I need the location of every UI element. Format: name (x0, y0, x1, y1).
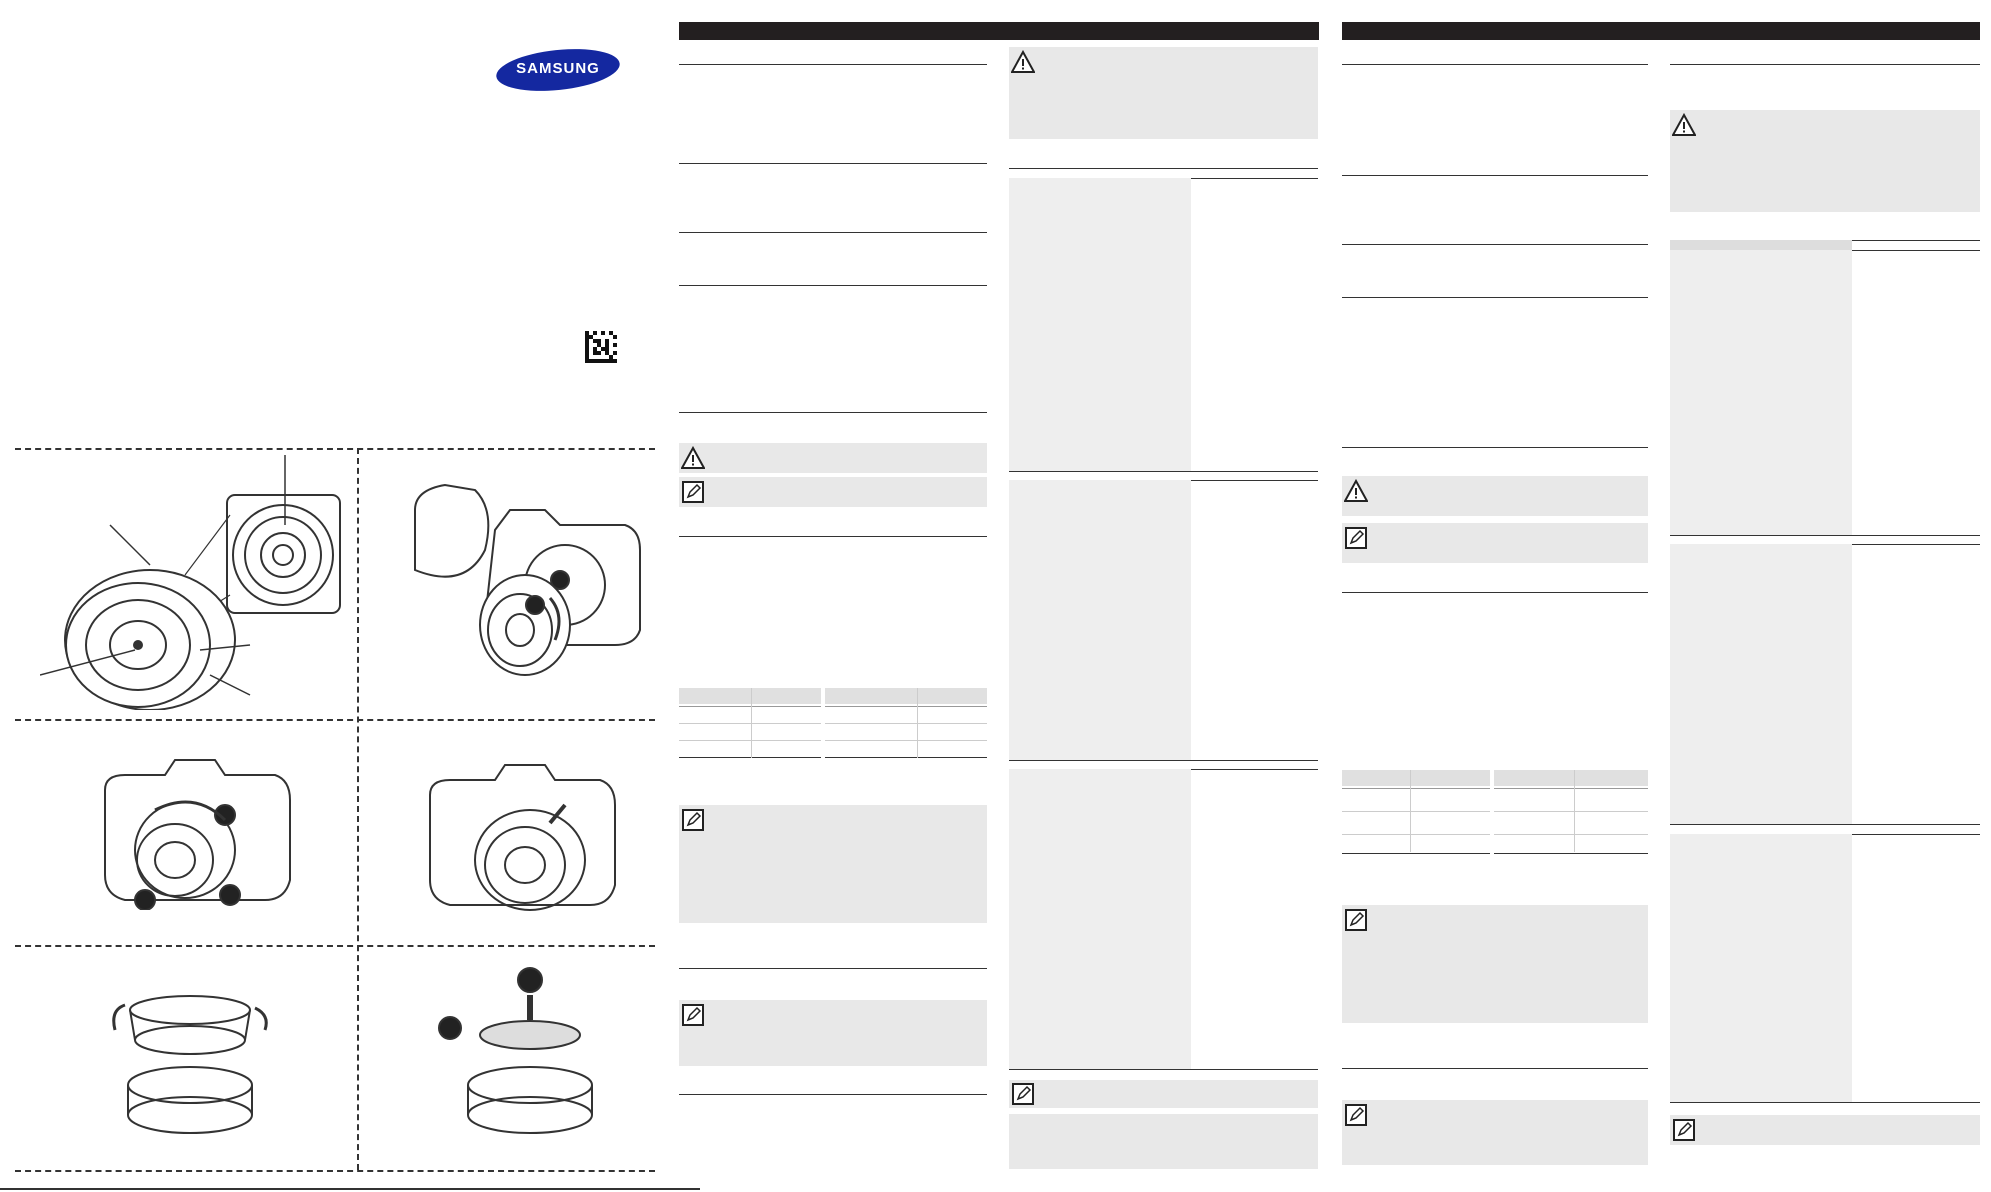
section-header-bar (1342, 22, 1980, 40)
section-rule (1342, 244, 1648, 245)
note-icon (1344, 1103, 1368, 1127)
warning-box (1009, 47, 1318, 139)
note-icon (681, 480, 705, 504)
qr-code-icon (585, 331, 617, 363)
spec-table-right (825, 688, 987, 758)
warning-box (1342, 476, 1648, 516)
section-rule (1342, 447, 1648, 448)
logo-text: SAMSUNG (516, 60, 600, 77)
warning-icon (681, 446, 705, 470)
section-rule (1342, 175, 1648, 176)
spec-table (1009, 168, 1318, 1073)
section-rule (1342, 297, 1648, 298)
attach-lens-figure (385, 480, 650, 690)
note-icon (681, 1003, 705, 1027)
page-bottom-rule (0, 1188, 700, 1190)
section-rule (679, 1094, 987, 1095)
section-rule (679, 412, 987, 413)
mounted-lens-figure (425, 755, 625, 915)
note-icon (681, 808, 705, 832)
lens-hood-figure (105, 990, 275, 1140)
note-box (679, 1000, 987, 1066)
info-box (1009, 1114, 1318, 1169)
section-header-bar (679, 22, 1319, 40)
spec-table-right (1494, 770, 1648, 852)
note-icon (1672, 1118, 1696, 1142)
section-rule (1342, 1068, 1648, 1069)
warning-icon (1672, 113, 1696, 137)
note-box (1342, 523, 1648, 563)
section-rule (1342, 64, 1648, 65)
warning-box (1670, 110, 1980, 212)
lens-cap-figure (435, 965, 610, 1140)
section-rule (679, 163, 987, 164)
note-box (679, 477, 987, 507)
cut-line (15, 945, 655, 947)
warning-icon (1011, 50, 1035, 74)
cut-line (15, 1170, 655, 1172)
section-rule (679, 285, 987, 286)
note-icon (1011, 1082, 1035, 1106)
cut-line (15, 448, 655, 450)
note-icon (1344, 526, 1368, 550)
section-rule (679, 64, 987, 65)
spec-table-left (1342, 770, 1490, 852)
note-box (1342, 905, 1648, 1023)
cut-line (357, 448, 359, 1170)
section-rule (679, 968, 987, 969)
remove-lens-figure (95, 750, 295, 910)
section-rule (679, 232, 987, 233)
section-rule (1342, 592, 1648, 593)
samsung-logo (495, 48, 621, 92)
note-box (1342, 1100, 1648, 1165)
section-rule (1670, 64, 1980, 65)
note-box (1009, 1080, 1318, 1108)
warning-icon (1344, 479, 1368, 503)
note-icon (1344, 908, 1368, 932)
warning-box (679, 443, 987, 473)
lens-parts-figure (40, 455, 350, 710)
cut-line (15, 719, 655, 721)
spec-table (1670, 240, 1980, 1105)
note-box (679, 805, 987, 923)
spec-table-left (679, 688, 821, 758)
section-rule (679, 536, 987, 537)
note-box (1670, 1115, 1980, 1145)
